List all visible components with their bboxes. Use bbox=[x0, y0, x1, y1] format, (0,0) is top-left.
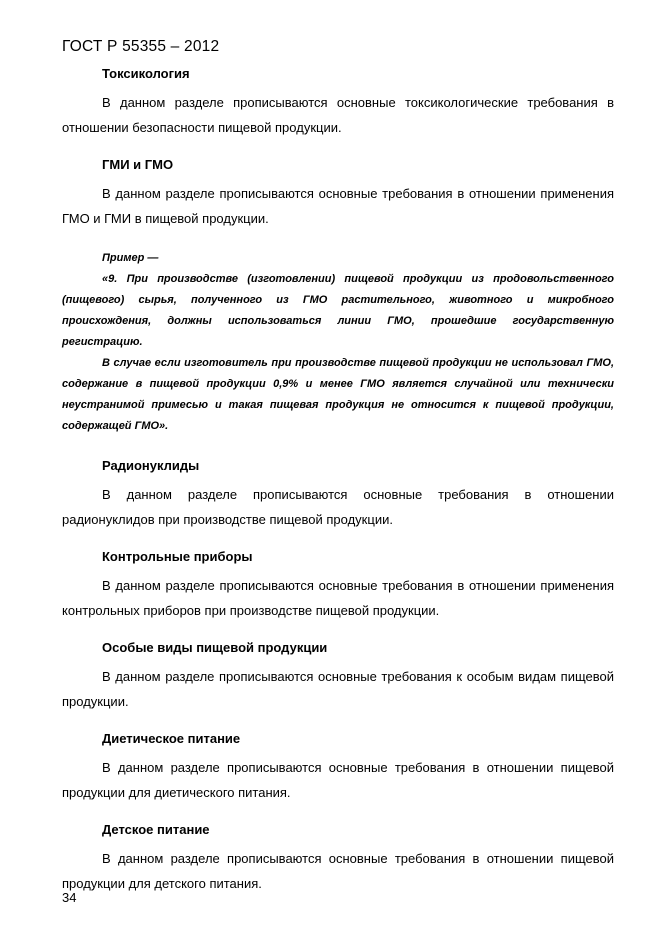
section-text: В данном разделе прописываются основные требования к особым видам пищевой продукции. bbox=[62, 669, 614, 709]
example-block bbox=[62, 248, 614, 437]
section-toxicology bbox=[62, 64, 614, 140]
section-baby-food bbox=[62, 820, 614, 896]
section-text: В данном разделе прописываются основные требования в отношении радионуклидов при производстве пищевой продукции. bbox=[62, 487, 614, 527]
section-text: В данном разделе прописываются основные требования в отношении пищевой продукции для диетического питания. bbox=[62, 760, 614, 800]
section-text: В данном разделе прописываются основные требования в отношении применения контрольных приборов при производстве пищевой продукции. bbox=[62, 578, 614, 618]
section-heading: Контрольные приборы bbox=[102, 549, 253, 564]
section-heading: Диетическое питание bbox=[102, 731, 241, 746]
section-heading: Радионуклиды bbox=[102, 458, 200, 473]
section-text: В данном разделе прописываются основные токсикологические требования в отношении безопасности пищевой продукции. bbox=[62, 95, 614, 135]
document-code: ГОСТ Р 55355 – 2012 bbox=[62, 38, 220, 55]
section-heading: Токсикология bbox=[102, 66, 190, 81]
section-heading: Особые виды пищевой продукции bbox=[102, 640, 328, 655]
section-special-food bbox=[62, 638, 614, 714]
section-text: В данном разделе прописываются основные требования в отношении пищевой продукции для детского питания. bbox=[62, 851, 614, 891]
section-heading: ГМИ и ГМО bbox=[102, 157, 174, 172]
page-number: 34 bbox=[62, 890, 77, 905]
page-content bbox=[62, 64, 614, 896]
section-control-devices bbox=[62, 547, 614, 623]
section-gmo bbox=[62, 155, 614, 231]
section-dietary-nutrition bbox=[62, 729, 614, 805]
section-radionuclides bbox=[62, 456, 614, 532]
section-heading: Детское питание bbox=[102, 822, 210, 837]
example-paragraph: «9. При производстве (изготовлении) пищевой продукции из продовольственного (пищевого) сырья, полученного из ГМО растительного, животного и микробного происхождения, должны использоваться линии ГМО, прошедшие государственную регистрацию. bbox=[62, 273, 614, 348]
section-text: В данном разделе прописываются основные требования в отношении применения ГМО и ГМИ в пищевой продукции. bbox=[62, 186, 614, 226]
example-paragraph: В случае если изготовитель при производстве пищевой продукции не использовал ГМО, содержание в пищевой продукции 0,9% и менее ГМО является случайной или технически неустранимой примесью и такая пищевая продукция не относится к пищевой продукции, содержащей ГМО». bbox=[62, 357, 614, 432]
example-title: Пример — bbox=[102, 252, 159, 264]
